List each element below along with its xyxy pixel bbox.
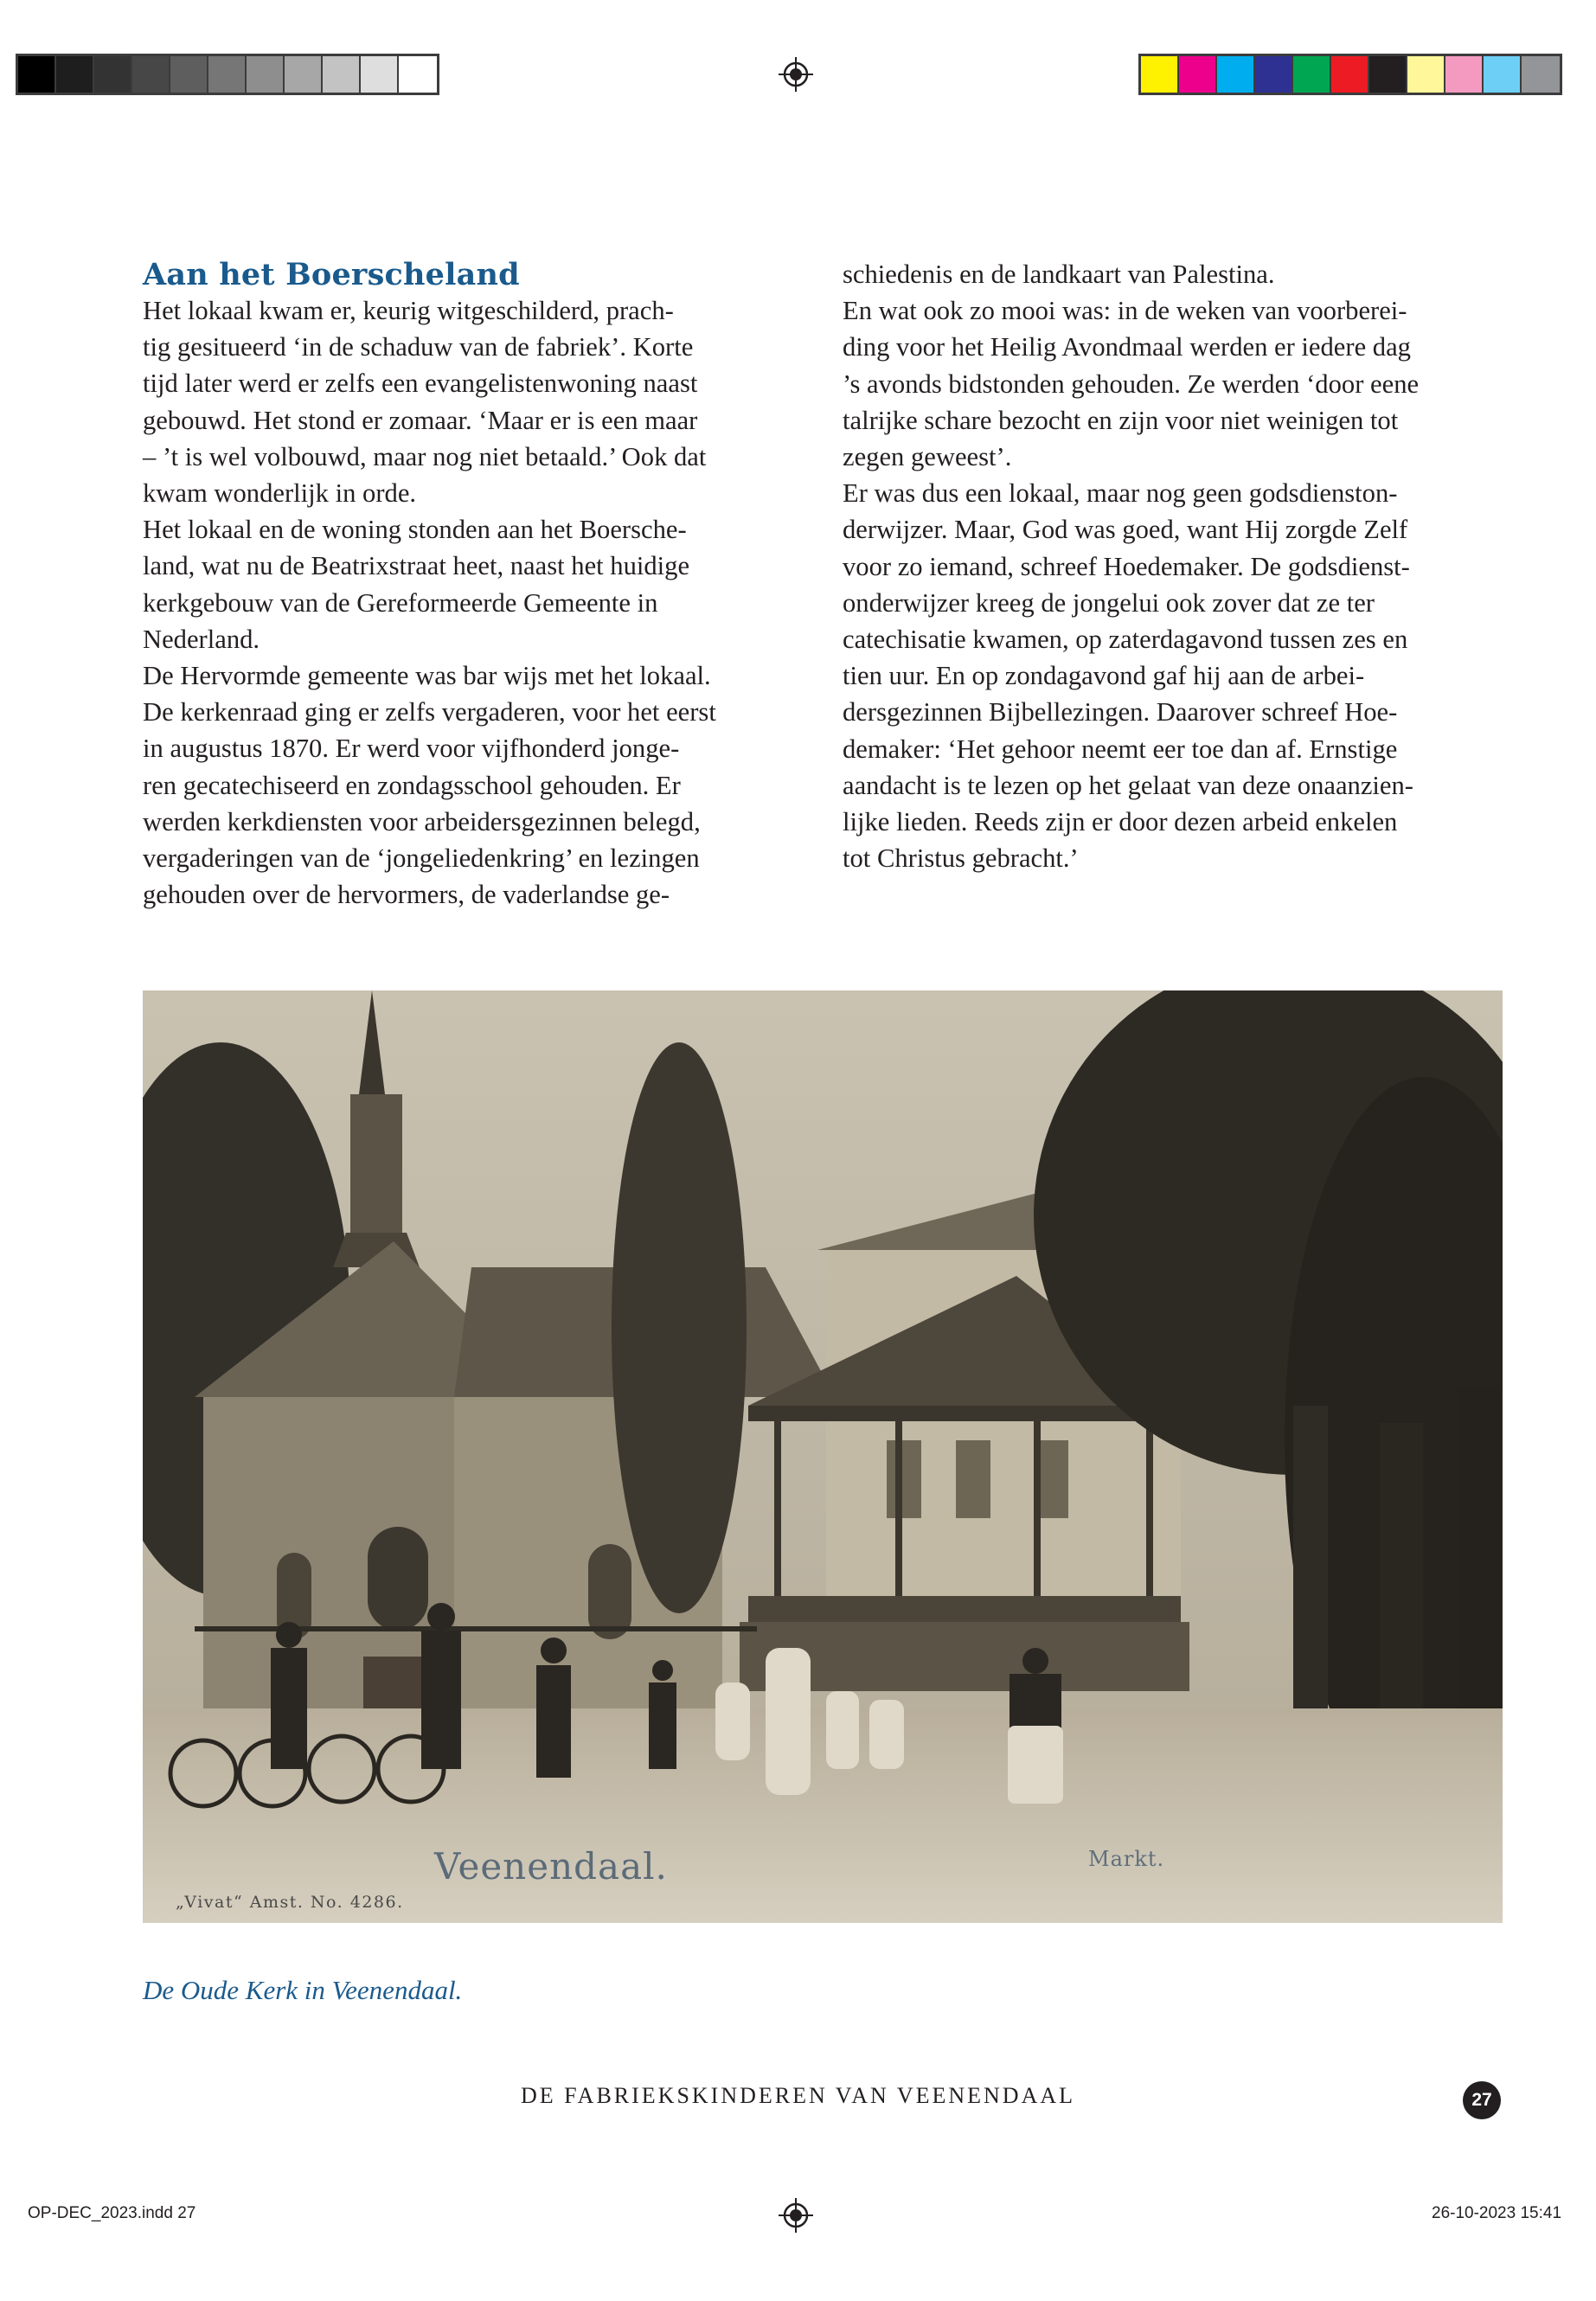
color-swatch (1522, 56, 1560, 93)
text-line: dersgezinnen Bijbellezingen. Daarover schreef Hoe- (843, 697, 1398, 727)
color-swatch (1369, 56, 1407, 93)
color-swatch (1293, 56, 1331, 93)
text-line: demaker: ‘Het gehoor neemt eer toe dan af. Ernstige (843, 734, 1398, 764)
section-heading: Aan het Boerscheland (143, 257, 520, 292)
text-line: kerkgebouw van de Gereformeerde Gemeente in (143, 587, 658, 618)
article-right-column (843, 256, 1517, 876)
registration-mark-icon (779, 2198, 813, 2233)
text-line: derwijzer. Maar, God was goed, want Hij zorgde Zelf (843, 515, 1408, 545)
text-line: werden kerkdiensten voor arbeidersgezinnen belegd, (143, 806, 701, 836)
color-swatch (1484, 56, 1522, 93)
text-line: catechisatie kwamen, op zaterdagavond tussen zes en (843, 625, 1408, 655)
color-swatch (132, 56, 170, 93)
grayscale-color-bar (16, 54, 439, 95)
color-swatch (399, 56, 437, 93)
right-column-text (843, 256, 1517, 876)
slug-file-info: OP-DEC_2023.indd 27 (28, 2204, 196, 2222)
text-line: gehouden over de hervormers, de vaderlandse ge- (143, 880, 670, 910)
text-line: tot Christus gebracht.’ (843, 843, 1079, 874)
text-line: De kerkenraad ging er zelfs vergaderen, voor het eerst (143, 697, 716, 727)
postcard-place-label: Markt. (1088, 1847, 1165, 1871)
text-line: Nederland. (143, 624, 260, 654)
color-swatch (285, 56, 323, 93)
color-swatch (1407, 56, 1445, 93)
color-swatch (1445, 56, 1484, 93)
color-swatch (361, 56, 399, 93)
color-swatch (1179, 56, 1217, 93)
page-number-badge: 27 (1463, 2081, 1501, 2119)
text-line: En wat ook zo mooi was: in de weken van voorberei- (843, 296, 1407, 326)
text-line: gebouwd. Het stond er zomaar. ‘Maar er is een maar (143, 405, 698, 435)
text-line: lijke lieden. Reeds zijn er door dezen arbeid enkelen (843, 807, 1398, 837)
left-column-text (143, 292, 807, 913)
text-line: ren gecatechiseerd en zondagsschool gehouden. Er (143, 770, 681, 800)
text-line: ding voor het Heilig Avondmaal werden er iedere dag (843, 332, 1411, 362)
color-swatch (1331, 56, 1369, 93)
registration-mark-icon (779, 57, 813, 92)
color-swatch (94, 56, 132, 93)
text-line: zegen geweest’. (843, 442, 1012, 472)
postcard-town-label: Veenendaal. (434, 1845, 668, 1888)
process-color-bar (1138, 54, 1562, 95)
text-line: – ’t is wel volbouwd, maar nog niet betaald.’ Ook dat (143, 441, 707, 471)
text-line: Het lokaal en de woning stonden aan het Boersche- (143, 515, 687, 545)
color-swatch (323, 56, 361, 93)
photo-caption: De Oude Kerk in Veenendaal. (143, 1975, 463, 2005)
running-footer-title: DE FABRIEKSKINDEREN VAN VEENENDAAL (520, 2083, 1076, 2108)
text-line: tig gesitueerd ‘in de schaduw van de fabriek’. Korte (143, 332, 694, 362)
text-line: tien uur. En op zondagavond gaf hij aan de arbei- (843, 661, 1365, 691)
text-line: tijd later werd er zelfs een evangelistenwoning naast (143, 369, 698, 399)
text-line: land, wat nu de Beatrixstraat heet, naast het huidige (143, 551, 690, 581)
historic-postcard-photo (143, 990, 1503, 1923)
article-left-column (143, 256, 807, 913)
color-swatch (18, 56, 56, 93)
color-swatch (1217, 56, 1255, 93)
text-line: aandacht is te lezen op het gelaat van deze onaanzien- (843, 770, 1413, 800)
color-swatch (1141, 56, 1179, 93)
text-line: De Hervormde gemeente was bar wijs met het lokaal. (143, 661, 711, 691)
color-swatch (1255, 56, 1293, 93)
text-line: Er was dus een lokaal, maar nog geen godsdienston- (843, 478, 1398, 509)
color-swatch (56, 56, 94, 93)
text-line: in augustus 1870. Er werd voor vijfhonderd jonge- (143, 734, 680, 764)
color-swatch (208, 56, 247, 93)
postcard-publisher-label: „Vivat“ Amst. No. 4286. (176, 1893, 404, 1912)
color-swatch (170, 56, 208, 93)
text-line: talrijke schare bezocht en zijn voor niet weinigen tot (843, 405, 1399, 435)
church-square-illustration (143, 990, 1503, 1923)
text-line: onderwijzer kreeg de jongelui ook zover dat ze ter (843, 587, 1375, 618)
text-line: ’s avonds bidstonden gehouden. Ze werden ‘door eene (843, 369, 1420, 399)
text-line: kwam wonderlijk in orde. (143, 478, 417, 509)
text-line: voor zo iemand, schreef Hoedemaker. De godsdienst- (843, 551, 1410, 581)
color-swatch (247, 56, 285, 93)
text-line: Het lokaal kwam er, keurig witgeschilderd, prach- (143, 296, 674, 325)
slug-date-time: 26-10-2023 15:41 (1432, 2204, 1562, 2222)
text-line: vergaderingen van de ‘jongeliedenkring’ en lezingen (143, 843, 700, 874)
text-line: schiedenis en de landkaart van Palestina. (843, 260, 1275, 289)
